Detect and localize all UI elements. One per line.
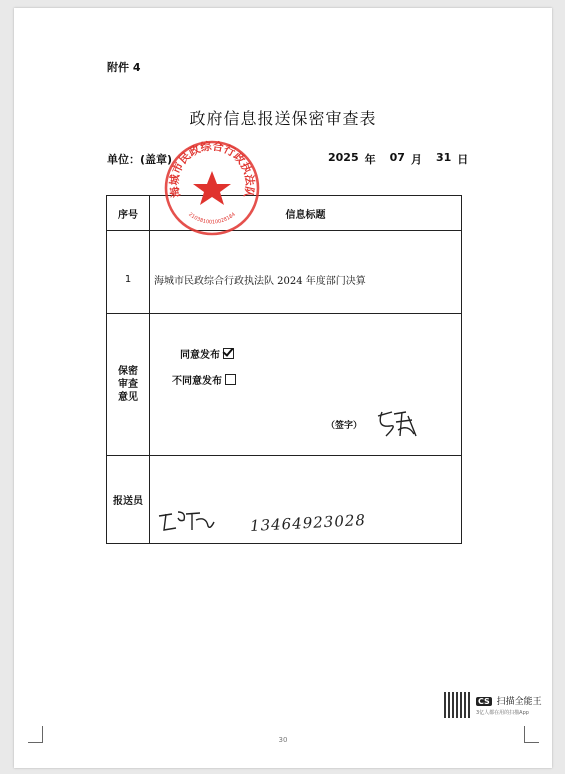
brand-tagline: 3亿人都在用的扫描App xyxy=(476,710,529,716)
signature-label: （签字） xyxy=(326,421,363,431)
submitter-label: 报送员 xyxy=(107,456,150,544)
unit-label: 单位：(盖章) xyxy=(107,153,173,166)
official-seal xyxy=(162,138,262,238)
submitter-signature xyxy=(156,508,218,534)
review-label-line: 保密 xyxy=(118,366,138,377)
header-seq: 序号 xyxy=(107,196,150,231)
disagree-label: 不同意发布 xyxy=(172,376,222,387)
date-day-unit: 日 xyxy=(457,153,469,166)
review-content xyxy=(150,314,462,456)
attachment-label: 附件 4 xyxy=(107,61,141,74)
row-seq: 1 xyxy=(107,231,150,314)
date-month-unit: 月 xyxy=(410,153,422,166)
document-title: 政府信息报送保密审查表 xyxy=(189,109,377,128)
document-date xyxy=(328,151,468,167)
agree-checkbox[interactable] xyxy=(223,348,234,359)
qr-code-icon xyxy=(444,692,470,718)
seal-star-icon xyxy=(193,171,231,205)
agree-label: 同意发布 xyxy=(180,350,220,361)
submitter-row xyxy=(107,456,462,544)
review-label-line: 意见 xyxy=(118,392,138,403)
disagree-checkbox[interactable] xyxy=(225,374,236,385)
submitter-content xyxy=(150,456,462,544)
review-label xyxy=(107,314,150,456)
row-info-title: 海城市民政综合行政执法队 2024 年度部门决算 xyxy=(150,231,462,314)
brand-name: 扫描全能王 xyxy=(496,697,542,707)
header-info-title: 信息标题 xyxy=(150,196,462,231)
seal-ring-text: 海城市民政综合行政执法队 xyxy=(167,139,257,199)
crop-mark-right xyxy=(524,726,539,743)
page-number: 30 xyxy=(278,736,288,744)
table-header-row xyxy=(107,196,462,231)
disagree-option xyxy=(172,372,236,387)
date-year-unit: 年 xyxy=(364,153,376,166)
brand-badge: CS xyxy=(478,697,490,706)
date-month: 07 xyxy=(389,151,405,164)
review-label-line: 审查 xyxy=(118,379,138,390)
review-form-table xyxy=(106,195,462,544)
document-page xyxy=(14,8,552,768)
date-day: 31 xyxy=(435,151,452,164)
submitter-phone-handwriting: 13464923028 xyxy=(249,510,367,536)
seal-code: 2103810010028184 xyxy=(187,211,237,226)
date-year: 2025 xyxy=(328,151,359,164)
agree-option xyxy=(180,346,234,361)
review-row xyxy=(107,314,462,456)
crop-mark-left xyxy=(28,726,43,743)
table-row xyxy=(107,231,462,314)
reviewer-signature xyxy=(372,406,422,442)
scanner-watermark xyxy=(444,692,542,718)
